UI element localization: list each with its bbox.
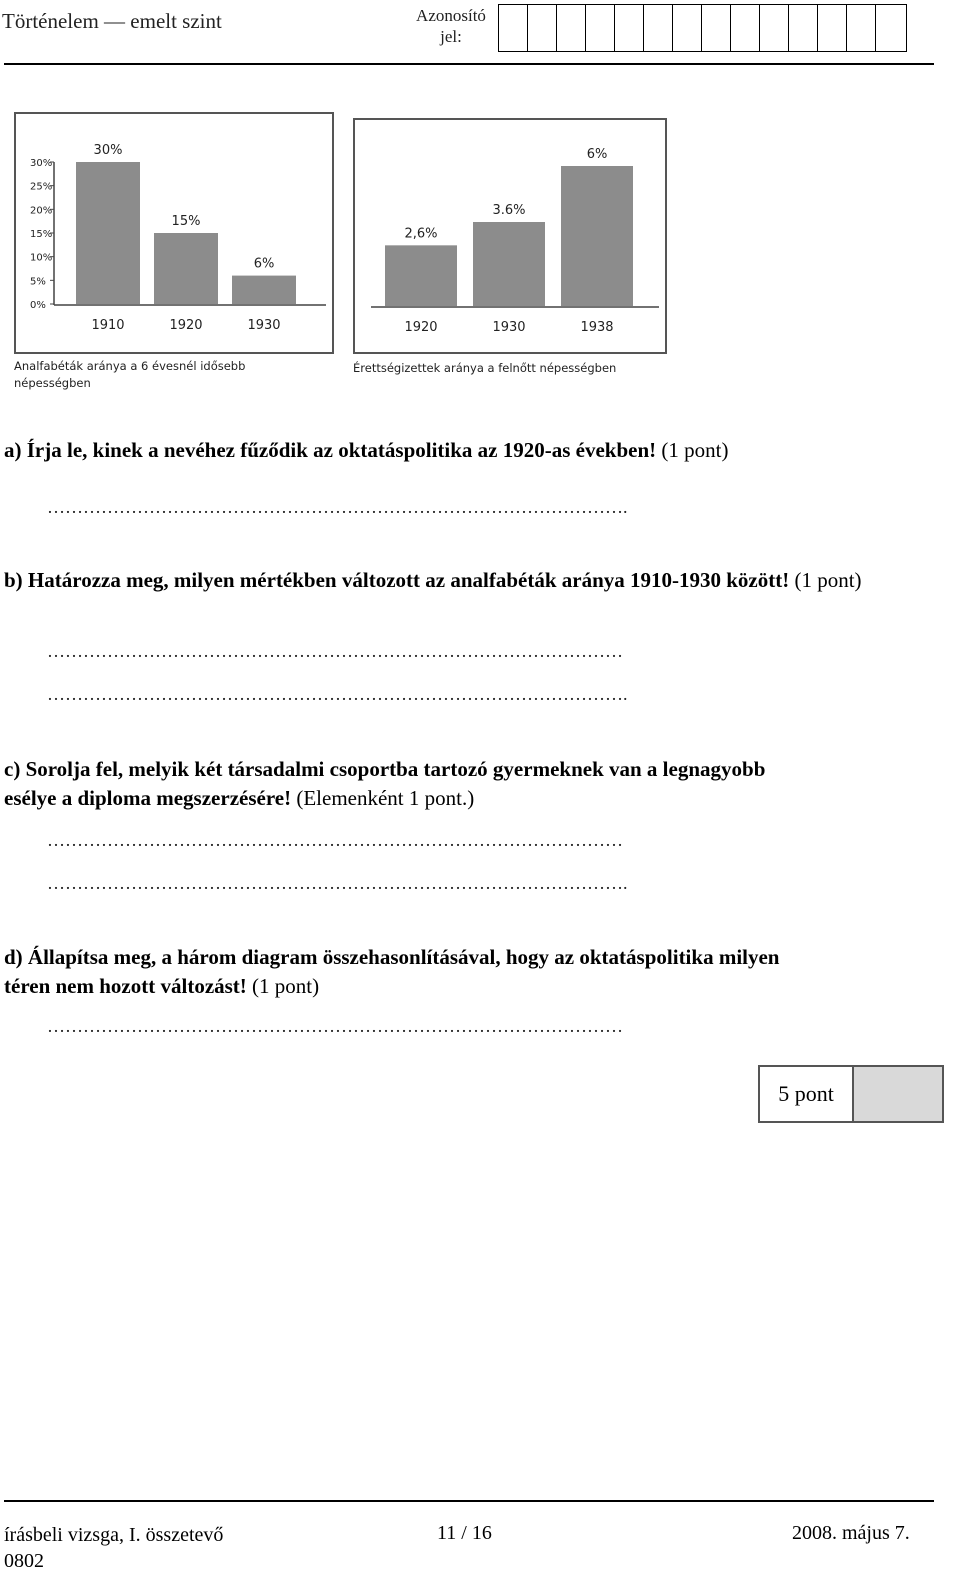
x-tick-label: 1920 xyxy=(404,320,438,335)
x-tick-label: 1930 xyxy=(492,320,526,335)
chart-illiteracy-caption-line2: népességben xyxy=(14,376,91,390)
id-box[interactable] xyxy=(528,5,557,51)
y-tick-label: 30% xyxy=(30,158,53,169)
bar-1920 xyxy=(385,245,457,306)
y-tick-label: 20% xyxy=(30,205,53,217)
bar-1930 xyxy=(473,222,545,306)
data-label: 6% xyxy=(253,256,275,272)
chart-graduates-caption xyxy=(353,360,667,377)
question-b-text: b) Határozza meg, milyen mértékben változott az analfabéták aránya 1910-1930 között! xyxy=(4,568,790,592)
y-tick-label: 25% xyxy=(30,181,53,193)
answer-line-d1[interactable]: …………………………………………………………………………………… xyxy=(47,1016,623,1036)
answer-line-c1[interactable]: …………………………………………………………………………………… xyxy=(47,830,623,850)
question-d xyxy=(4,943,779,1001)
header-divider xyxy=(4,63,934,65)
id-box[interactable] xyxy=(586,5,615,51)
header-title: Történelem — emelt szint xyxy=(2,9,222,33)
id-box[interactable] xyxy=(876,5,906,51)
question-c-text-1: c) Sorolja fel, melyik két társadalmi csoportba tartozó gyermeknek van a legnagyobb xyxy=(4,757,766,781)
chart-illiteracy-svg xyxy=(14,112,334,354)
chart-graduates-svg xyxy=(353,118,667,354)
id-box[interactable] xyxy=(789,5,818,51)
bar-1938 xyxy=(561,166,633,306)
id-label-line1: Azonosító xyxy=(416,6,486,25)
footer-date: 2008. május 7. xyxy=(792,1522,910,1544)
question-d-text-1: d) Állapítsa meg, a három diagram összehasonlításával, hogy az oktatáspolitika milyen xyxy=(4,945,780,969)
question-c xyxy=(4,755,765,813)
footer-exam-name: írásbeli vizsga, I. összetevő xyxy=(4,1524,224,1546)
data-label: 15% xyxy=(171,214,201,229)
score-box xyxy=(758,1065,944,1123)
score-label: 5 pont xyxy=(760,1067,854,1121)
answer-line-a1[interactable]: ……………………………………………………………………………………. xyxy=(47,497,628,517)
chart-graduates-caption-line1: Érettségizettek aránya a felnőtt népességben xyxy=(353,361,617,375)
question-b-points: (1 pont) xyxy=(789,568,862,592)
id-box[interactable] xyxy=(673,5,702,51)
question-c-text-2: esélye a diploma megszerzésére! xyxy=(4,786,292,810)
y-tick-label: 10% xyxy=(30,252,53,264)
id-box[interactable] xyxy=(644,5,673,51)
answer-line-b2[interactable]: ……………………………………………………………………………………. xyxy=(47,684,628,704)
question-a xyxy=(4,436,728,465)
chart-illiteracy xyxy=(14,112,334,392)
y-tick-label: 0% xyxy=(30,300,46,311)
id-box[interactable] xyxy=(615,5,644,51)
footer-page-number: 11 / 16 xyxy=(437,1522,492,1544)
question-a-points: (1 pont) xyxy=(656,438,729,462)
question-d-text-2: téren nem hozott változást! xyxy=(4,974,247,998)
footer-divider xyxy=(4,1500,934,1502)
bar-1910 xyxy=(76,162,140,304)
id-box[interactable] xyxy=(702,5,731,51)
score-entry-field[interactable] xyxy=(854,1067,942,1121)
question-a-text: a) Írja le, kinek a nevéhez fűződik az oktatáspolitika az 1920-as években! xyxy=(4,438,657,462)
id-box[interactable] xyxy=(818,5,847,51)
x-tick-label: 1910 xyxy=(91,318,125,333)
id-box[interactable] xyxy=(731,5,760,51)
answer-line-c2[interactable]: ……………………………………………………………………………………. xyxy=(47,873,628,893)
question-b xyxy=(4,566,862,595)
id-box[interactable] xyxy=(499,5,528,51)
bar-1930 xyxy=(232,276,296,304)
id-label xyxy=(411,5,491,47)
x-tick-label: 1938 xyxy=(580,320,614,335)
y-tick-label: 15% xyxy=(30,229,53,240)
id-box[interactable] xyxy=(760,5,789,51)
data-label: 30% xyxy=(93,143,123,158)
question-d-points: (1 pont) xyxy=(246,974,320,998)
chart-illiteracy-caption xyxy=(14,358,334,392)
id-box[interactable] xyxy=(557,5,586,51)
bar-1920 xyxy=(154,233,218,304)
chart-illiteracy-caption-line1: Analfabéták aránya a 6 évesnél idősebb xyxy=(14,359,246,373)
answer-line-b1[interactable]: …………………………………………………………………………………… xyxy=(47,641,623,661)
data-label: 3.6% xyxy=(492,203,526,218)
data-label: 2,6% xyxy=(404,226,438,242)
chart-graduates xyxy=(353,118,667,377)
y-tick-label: 5% xyxy=(30,276,46,288)
data-label: 6% xyxy=(586,147,608,162)
question-c-points: (Elemenként 1 pont.) xyxy=(291,786,475,810)
x-tick-label: 1920 xyxy=(169,318,203,333)
id-label-line2: jel: xyxy=(440,27,462,46)
footer-exam-info xyxy=(4,1522,223,1574)
id-box[interactable] xyxy=(847,5,876,51)
footer-exam-code: 0802 xyxy=(4,1550,44,1572)
x-tick-label: 1930 xyxy=(247,318,281,333)
id-boxes xyxy=(498,4,907,52)
